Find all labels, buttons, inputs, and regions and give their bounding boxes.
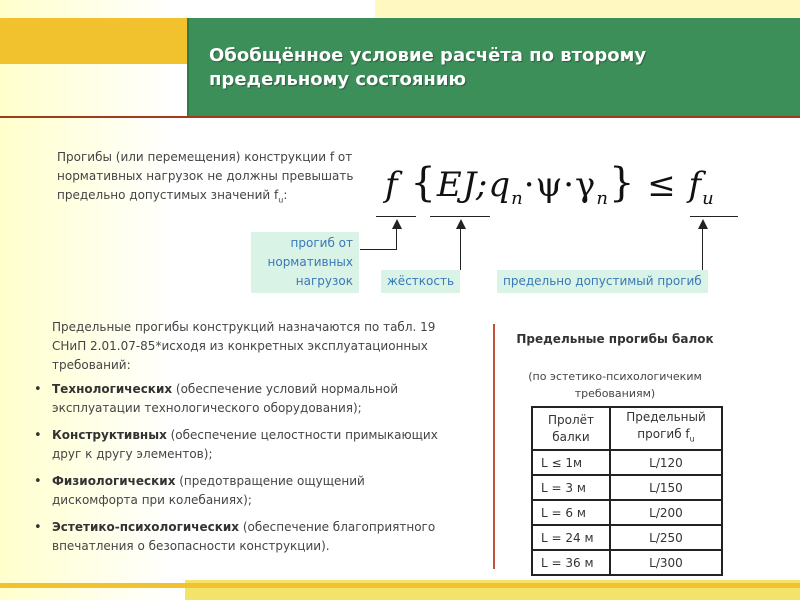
formula-gamma-sub: n — [596, 187, 609, 209]
table-cell-limit: L/300 — [610, 550, 722, 575]
arrow-shaft-stiffness — [460, 228, 461, 270]
label-deflection: прогиб от нормативных нагрузок — [251, 232, 359, 293]
requirement-term: Эстетико-психологических — [52, 520, 240, 534]
table-cell-span: L = 24 м — [532, 525, 610, 550]
table-header-limit-sub: u — [689, 434, 695, 444]
definition-suffix: : — [283, 188, 288, 202]
arrow-shaft-deflection — [396, 228, 397, 250]
table-cell-span: L ≤ 1м — [532, 450, 610, 475]
label-stiffness: жёсткость — [381, 270, 460, 293]
requirement-desc: (предотвращение ощущений дискомфорта при колебаниях); — [52, 474, 365, 507]
formula-psi: ψ — [535, 165, 564, 205]
requirements-list — [34, 380, 454, 564]
table-row — [532, 550, 722, 575]
table-title: Предельные прогибы балок — [516, 332, 714, 346]
arrow-head-deflection — [392, 219, 402, 229]
definition-text — [57, 148, 377, 209]
table-cell-limit: L/120 — [610, 450, 722, 475]
intro-text: Предельные прогибы конструкций назначаются по табл. 19 СНиП 2.01.07-85*исходя из конкретных эксплуатационных требований: — [52, 320, 436, 372]
underline-fu — [690, 216, 738, 217]
table-row — [532, 500, 722, 525]
footer-accent-line — [0, 583, 800, 588]
table-header-span: Пролёт балки — [532, 407, 610, 450]
requirement-term: Технологических — [52, 382, 173, 396]
table-cell-span: L = 6 м — [532, 500, 610, 525]
table-subtitle: (по эстетико-психологичеким требованиям) — [528, 370, 702, 400]
table-cell-span: L = 36 м — [532, 550, 610, 575]
requirement-term: Конструктивных — [52, 428, 167, 442]
formula-leq: ≤ — [647, 165, 677, 205]
underline-f — [376, 216, 416, 217]
deflection-limits-table — [531, 406, 723, 576]
requirement-desc: (обеспечение целостности примыкающих друг к другу элементов); — [52, 428, 438, 461]
arrow-shaft-limit — [702, 228, 703, 270]
list-item — [34, 472, 454, 510]
table-header-limit-text: Предельный прогиб f — [626, 410, 706, 442]
requirement-desc: (обеспечение благоприятного впечатления о безопасности конструкции). — [52, 520, 436, 553]
table-row — [532, 450, 722, 475]
table-cell-limit: L/200 — [610, 500, 722, 525]
formula-gamma: γ — [575, 165, 597, 205]
formula-dot2: · — [563, 165, 576, 205]
requirement-term: Физиологических — [52, 474, 176, 488]
arrow-head-limit — [698, 219, 708, 229]
definition-body: Прогибы (или перемещения) конструкции f от нормативных нагрузок не должны превышать предельно допустимых значений f — [57, 150, 354, 202]
arrow-leader-deflection — [360, 249, 397, 250]
table-cell-limit: L/250 — [610, 525, 722, 550]
formula-open-brace: { — [410, 160, 437, 206]
formula-q: q — [488, 165, 512, 205]
title-banner — [187, 18, 800, 118]
list-item — [34, 518, 454, 556]
table-cell-limit: L/150 — [610, 475, 722, 500]
definition-subscript: u — [278, 195, 284, 205]
list-item — [34, 426, 454, 464]
table-row — [532, 475, 722, 500]
slide-title: Обобщённое условие расчёта по второму предельному состоянию — [209, 45, 647, 90]
formula-dot1: · — [523, 165, 536, 205]
table-row — [532, 525, 722, 550]
table-cell-span: L = 3 м — [532, 475, 610, 500]
underline-ej — [430, 216, 490, 217]
title-underline — [0, 116, 800, 118]
label-limit: предельно допустимый прогиб — [497, 270, 708, 293]
requirement-desc: (обеспечение условий нормальной эксплуатации технологического оборудования); — [52, 382, 398, 415]
arrow-head-stiffness — [456, 219, 466, 229]
table-header-limit — [610, 407, 722, 450]
list-item — [34, 380, 454, 418]
table-header-row — [532, 407, 722, 450]
formula-fu-sub: u — [702, 187, 715, 209]
formula-fu: f — [688, 165, 703, 205]
formula-q-sub: n — [511, 187, 524, 209]
section-divider — [493, 324, 495, 569]
formula-close-brace: } — [608, 160, 636, 206]
formula-ej: EJ; — [436, 165, 489, 205]
deflection-formula — [385, 160, 715, 220]
formula-f: f — [385, 165, 399, 205]
